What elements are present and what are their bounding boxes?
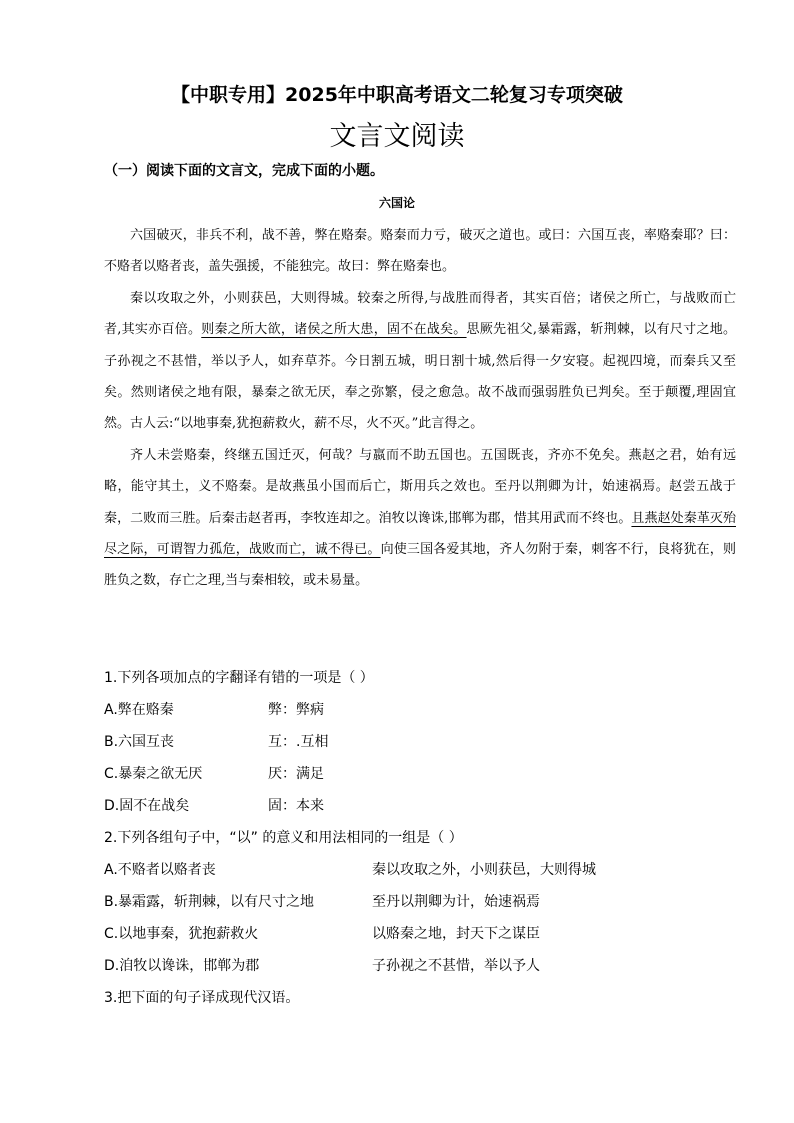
question-2-stem: 2.下列各组句子中，“以” 的意义和用法相同的一组是（ ） [104,830,463,846]
question-2-option-d [104,952,744,984]
option-sentence-2: 以赂秦之地，封天下之谋臣 [372,926,540,942]
section-instruction: （一）阅读下面的文言文，完成下面的小题。 [104,163,384,179]
option-gloss: 互：.互相 [268,734,329,750]
paragraph-3-part-b: 向使三国各爱其地，齐人勿附于秦，刺客不行，良将犹在，则胜负之数，存亡之理,当与秦相较，或未易量。 [104,542,736,589]
passage-body [104,220,736,597]
option-gloss: 固：本来 [268,798,324,814]
option-gloss: 厌：满足 [268,766,324,782]
option-sentence-2: 秦以攻取之外，小则获邑，大则得城 [372,862,596,878]
question-2-option-b [104,888,744,920]
option-sentence-2: 子孙视之不甚惜，举以予人 [372,958,540,974]
option-sentence-1: B.暴霜露，斩荆棘，以有尺寸之地 [104,894,315,910]
passage-paragraph-2 [104,283,736,440]
option-text: D.固不在战矣 [104,798,190,814]
option-sentence-1: A.不赂者以赂者丧 [104,862,216,878]
option-text: A.弊在赂秦 [104,702,174,718]
question-1-option-c [104,760,744,792]
document-subtitle: 文言文阅读 [329,121,465,152]
question-1-stem: 1.下列各项加点的字翻译有错的一项是（ ） [104,670,374,686]
questions [104,664,744,1016]
option-sentence-1: C.以地事秦，犹抱薪救火 [104,926,259,942]
question-1-option-b [104,728,744,760]
passage-paragraph-1: 六国破灭，非兵不利，战不善，弊在赂秦。赂秦而力亏，破灭之道也。或曰：六国互丧，率赂秦耶？曰：不赂者以赂者丧，盖失强援，不能独完。故曰：弊在赂秦也。 [104,228,736,275]
option-sentence-2: 至丹以荆卿为计，始速祸焉 [372,894,540,910]
underlined-sentence-1: 则秦之所大欲，诸侯之所大患，固不在战矣。 [201,322,467,338]
question-2-option-c [104,920,744,952]
option-sentence-1: D.洎牧以谗诛，邯郸为郡 [104,958,260,974]
document-title: 【中职专用】2025年中职高考语文二轮复习专项突破 [171,84,623,106]
paragraph-3-part-a: 齐人未尝赂秦，终继五国迁灭，何哉？与嬴而不助五国也。五国既丧，齐亦不免矣。燕赵之君，始有远略，能守其土，义不赂秦。是故燕虽小国而后亡，斯用兵之效也。至丹以荆卿为计，始速祸焉。赵尝五战于秦，二败而三胜。后秦击赵者再，李牧连却之。洎牧以谗诛,邯郸为郡，惜其用武而不终也。 [104,447,736,526]
option-gloss: 弊：弊病 [268,702,324,718]
passage-title: 六国论 [378,196,415,210]
question-1-option-a [104,696,744,728]
paragraph-2-part-b: 思厥先祖父,暴霜露，斩荆棘，以有尺寸之地。子孙视之不甚惜，举以予人，如弃草芥。今日割五城，明日割十城,然后得一夕安寝。起视四境，而秦兵又至矣。然则诸侯之地有限，暴秦之欲无厌，奉之弥繁，侵之愈急。故不战而强弱胜负已判矣。至于颠覆,理固宜然。古人云:“以地事秦,犹抱薪救火，薪不尽，火不灭。”此言得之。 [104,322,736,432]
question-2-option-a [104,856,744,888]
option-text: B.六国互丧 [104,734,175,750]
question-1-option-d [104,792,744,824]
paragraph-2-part-a: 秦以攻取之外，小则获邑，大则得城。较秦之所得,与战胜而得者，其实百倍；诸侯之所亡，与战败而亡者,其实亦百倍。 [104,290,736,338]
option-text: C.暴秦之欲无厌 [104,766,203,782]
question-3-stem: 3.把下面的句子译成现代汉语。 [104,990,300,1006]
underlined-sentence-2: 且燕赵处秦革灭殆尽之际，可谓智力孤危，战败而亡，诚不得已。 [104,510,736,558]
passage-paragraph-3 [104,440,736,597]
